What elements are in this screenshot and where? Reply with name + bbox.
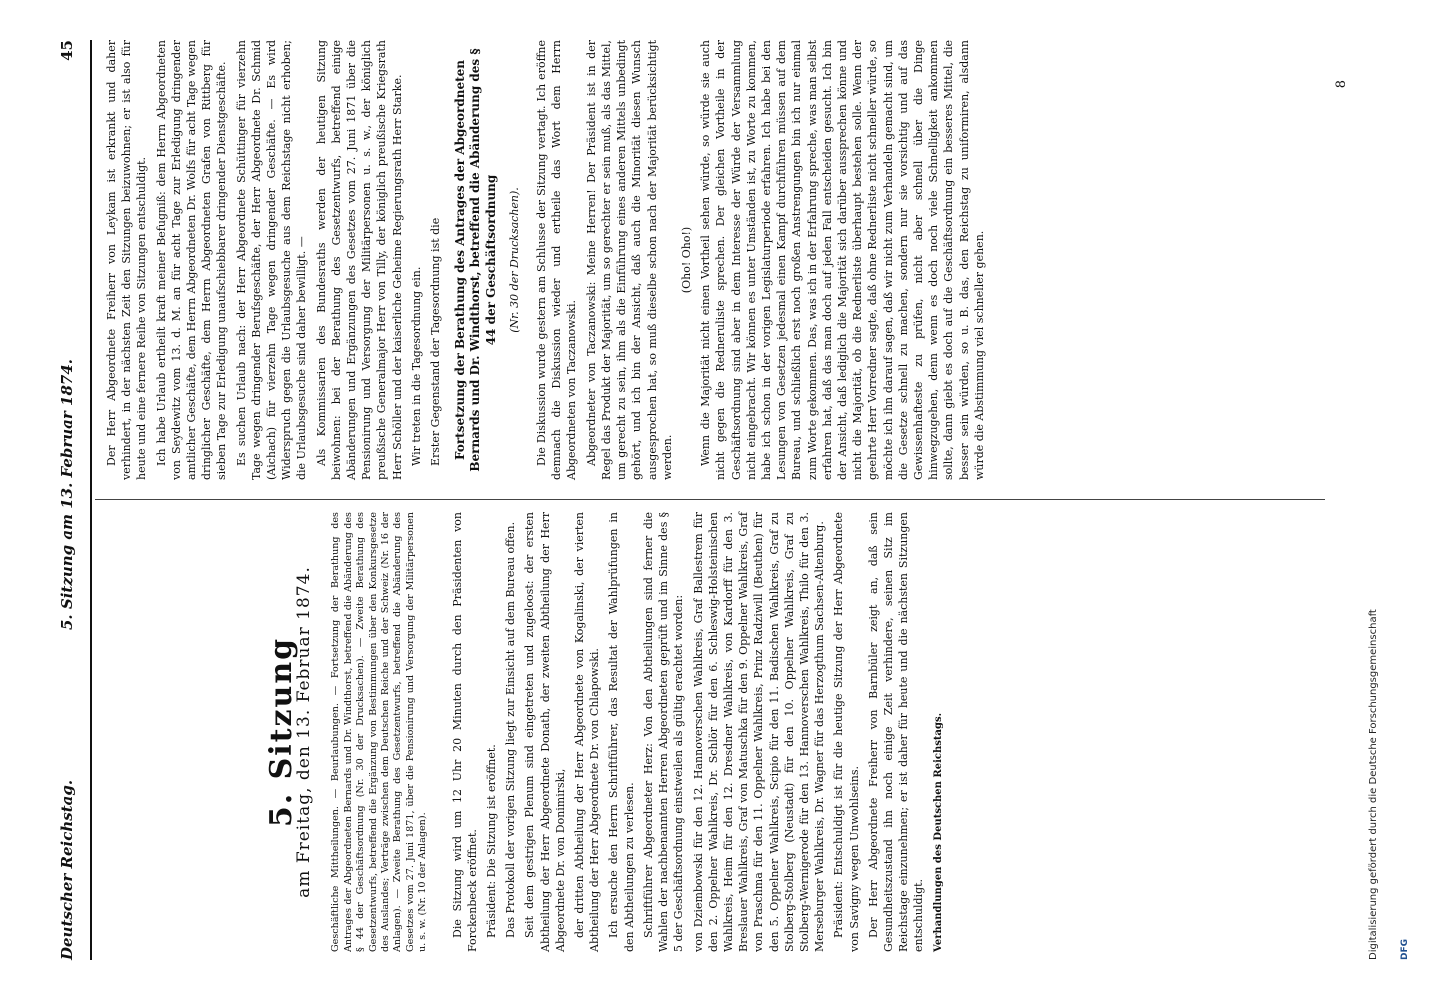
header-rule	[90, 40, 92, 960]
agenda-heading-ref: (Nr. 30 der Drucksachen).	[507, 187, 521, 333]
paragraph: der dritten Abtheilung der Herr Abgeordnete von Kogalinski, der vierten Abtheilung der Herr Abgeordnete Dr. von Chlapowski.	[573, 512, 602, 952]
page-number: 45	[58, 40, 76, 61]
paragraph: Schriftführer Abgeordneter Herz: Von den Abtheilungen sind ferner die Wahlen der nachbenannten Herren Abgeordneten geprüft und im Sinne des § 5 der Geschäftsordnung einstweilen als gültig erachtet worden:	[641, 512, 686, 952]
paragraph: Ich habe Urlaub ertheilt kraft meiner Befugniß: dem Herrn Abgeordneten von Seydewitz vom 13. d. M. an für acht Tage zur Erledigung dringender amtlicher Geschäfte, dem Herrn Abgeordneten Dr. Wolfs für acht Tage wegen dringlicher Geschäfte, dem Herrn Abgeordneten Grafen von Rittberg für sieben Tage zur Erledigung unaufschiebbarer dringender Dienstgeschäfte.	[154, 40, 229, 480]
right-column	[104, 40, 991, 480]
paragraph: Präsident: Die Sitzung ist eröffnet.	[485, 744, 499, 938]
paragraph: Der Herr Abgeordnete Freiherr von Leykam ist erkrankt und daher verhindert, in der nächsten Zeit den Sitzungen beizuwohnen; er ist also für heute und eine fernere Reihe von Sitzungen entschuldigt.	[105, 40, 149, 480]
column-footer: Verhandlungen des Deutschen Reichstags.	[932, 712, 944, 952]
member-list: von Dziembowski für den 12. Hannoverschen Wahlkreis, Graf Ballestrem für den 2. Oppelner Wahlkreis, Dr. Schlör für den 6. Schleswig-Holsteinischen Wahlkreis, Heim für den 12. Dresdner Wahlkreis, von Kardorff für den 3. Breslauer Wahlkreis, Graf von Matuschka für den 9. Oppelner Wahlkreis, Graf von Praschma für den 11. Oppelner Wahlkreis, Prinz Radziwill (Beuthen) für den 5. Oppelner Wahlkreis, Scipio für den 11. Badischen Wahlkreis, Graf zu Stolberg-Stolberg (Neustadt) für den 10. Oppelner Wahlkreis, Graf zu Stolberg-Wernigerode für den 13. Hannoverschen Wahlkreis, Thilo für den 3. Merseburger Wahlkreis, Dr. Wagner für das Herzogthum Sachsen-Altenburg.	[691, 512, 827, 952]
paragraph: Wenn die Majorität nicht einen Vortheil sehen würde, so würde sie auch nicht gegen die Redneruliste sprechen. Der gleichen Vortheile in der Geschäftsordnung sind aber in dem Interesse der Würde der Versammlung nicht eingebracht. Wir können es unter Umständen ist, zu Worte zu kommen, habe ich schon in der vorigen Legislaturperiode erfahren. Ich habe bei den Lesungen von Gesetzen jedesmal einen Kampf durchführen müssen auf dem Bureau, und schließlich erst noch großen Anstrengungen bin ich nur einmal zum Worte gekommen. Das, was ich in der Erfahrung spreche, was man selbst erfahren hat, daß das man doch auf jeden Fall entscheiden gesucht. Ich bin der Ansicht, daß lediglich die Majorität sich darüber aussprechen könne und nicht die Majorität, ob die Rednerliste überhaupt bestehen solle. Wenn der geehrte Herr Vorredner sagte, daß ohne Rednerliste nicht schneller würde, so möchte ich ihn darauf sagen, daß wir nicht zum Verhandeln gemacht sind, um die Gesetze schnell zu machen, sondern nur sie vorsichtig und auf das Gewissenhafteste zu prüfen, nicht aber schnell über die Dinge hinwegzugehen, denn wenn es doch noch viele Schnelligkeit ankommen sollte, dann giebt es doch auf die Geschäftsordnung ein besseres Mittel, die besser sein würden, so u. B. das, den Reichstag zu uniformiren, alsdann würde die Abstimmung viel schneller gehen.	[699, 40, 986, 480]
paragraph: Als Kommissarien des Bundesraths werden der heutigen Sitzung beiwohnen: bei der Berathung des Gesetzentwurfs, betreffend einige Abänderungen und Ergänzungen des Gesetzes vom 27. Juni 1871 über die Pensionirung und Versorgung der Militärpersonen u. s. w., der königlich preußische Generalmajor Herr von Tilly, der königlich preußische Kriegsrath Herr Schöller und der kaiserliche Geheime Regierungsrath Herr Starke.	[314, 40, 404, 480]
column-divider	[95, 499, 1325, 500]
paragraph: Es suchen Urlaub nach: der Herr Abgeordnete Schüttinger für vierzehn Tage wegen dringender Berufsgeschäfte, der Herr Abgeordnete Dr. Schmid (Aichach) für vierzehn Tage wegen dringender Geschäfte. — Es wird Widerspruch gegen die Urlaubsgesuche aus dem Reichstage nicht erhoben; die Urlaubsgesuche sind daher bewilligt. —	[234, 40, 309, 480]
session-title: 5. Sitzung	[264, 636, 299, 828]
interjection: (Oho! Oho!)	[679, 226, 693, 294]
running-header	[58, 40, 84, 960]
left-column	[104, 512, 950, 952]
header-session: 5. Sitzung am 13. Februar 1874.	[58, 359, 76, 630]
paragraph: Präsident: Entschuldigt ist für die heutige Sitzung der Herr Abgeordnete von Savigny wegen Unwohlseins.	[832, 512, 861, 952]
paragraph: Erster Gegenstand der Tagesordnung ist die	[429, 217, 443, 466]
paragraph: Die Sitzung wird um 12 Uhr 20 Minuten durch den Präsidenten von Forckenbeck eröffnet.	[450, 512, 479, 952]
paragraph: Abgeordneter von Taczanowski: Meine Herren! Der Präsident ist in der Regel das Produkt der Majorität, um so gerechter er sein muß, als das Mittel, um gerecht zu sein, ihm als die Einführung eines anderen Mittels unbedingt gehört, und ich bin der Ansicht, daß auch die Minorität diesen Wunsch ausgesprochen hat, so muß dieselbe schon nach der Majorität berücksichtigt werden.	[584, 40, 674, 480]
paragraph: Ich ersuche den Herrn Schriftführer, das Resultat der Wahlprüfungen in den Abtheilungen zu verlesen.	[607, 512, 636, 952]
paragraph: Seit dem gestrigen Plenum sind eingetreten und zugeloost: der ersten Abtheilung der Herr Abgeordnete Donath, der zweiten Abtheilung der Herr Abgeordnete Dr. von Donimirski,	[523, 512, 567, 952]
agenda-heading: Fortsetzung der Berathung des Antrages der Abgeordneten Bernards und Dr. Windthorst, betreffend die Abänderung des § 44 der Geschäftsordnung	[453, 48, 498, 472]
agenda-summary: Geschäftliche Mittheilungen. — Beurlaubungen. — Fortsetzung der Berathung des Antrages der Abgeordneten Bernards und Dr. Windthorst, betreffend die Abänderung des § 44 der Geschäftsordnung (Nr. 30 der Drucksachen). — Zweite Berathung des Gesetzentwurfs, betreffend die Ergänzung von Bestimmungen über den Konkursgesetze des Auslandes; Verträge zwischen dem Deutschen Reiche und der Schweiz (Nr. 16 der Anlagen). — Zweite Berathung des Gesetzentwurfs, betreffend die Abänderung des Gesetzes vom 27. Juni 1871, über die Pensionirung und Versorgung der Militärpersonen u. s. w. (Nr. 10 der Anlagen).	[330, 512, 429, 952]
digitization-notice: Digitalisierung gefördert durch die Deutsche Forschungsgemeinschaft	[1368, 609, 1379, 960]
signature-mark: 8	[1334, 80, 1349, 89]
session-date: am Freitag, den 13. Februar 1874.	[294, 566, 315, 898]
header-publication: Deutscher Reichstag.	[58, 779, 76, 960]
paragraph: Die Diskussion wurde gestern am Schlusse der Sitzung vertagt. Ich eröffne demnach die Diskussion wieder und ertheile das Wort dem Herrn Abgeordneten von Taczanowski.	[535, 40, 579, 480]
dfg-logo: DFG	[1400, 938, 1410, 960]
paragraph: Wir treten in die Tagesordnung ein.	[409, 266, 423, 466]
paragraph: Das Protokoll der vorigen Sitzung liegt zur Einsicht auf dem Bureau offen.	[504, 521, 518, 938]
paragraph: Der Herr Abgeordnete Freiherr von Barnbüler zeigt an, daß sein Gesundheitszustand ihn noch einige Zeit verhindere, seinen Sitz im Reichstage einzunehmen; er ist daher für heute und die nächsten Sitzungen entschuldigt.	[866, 512, 926, 952]
